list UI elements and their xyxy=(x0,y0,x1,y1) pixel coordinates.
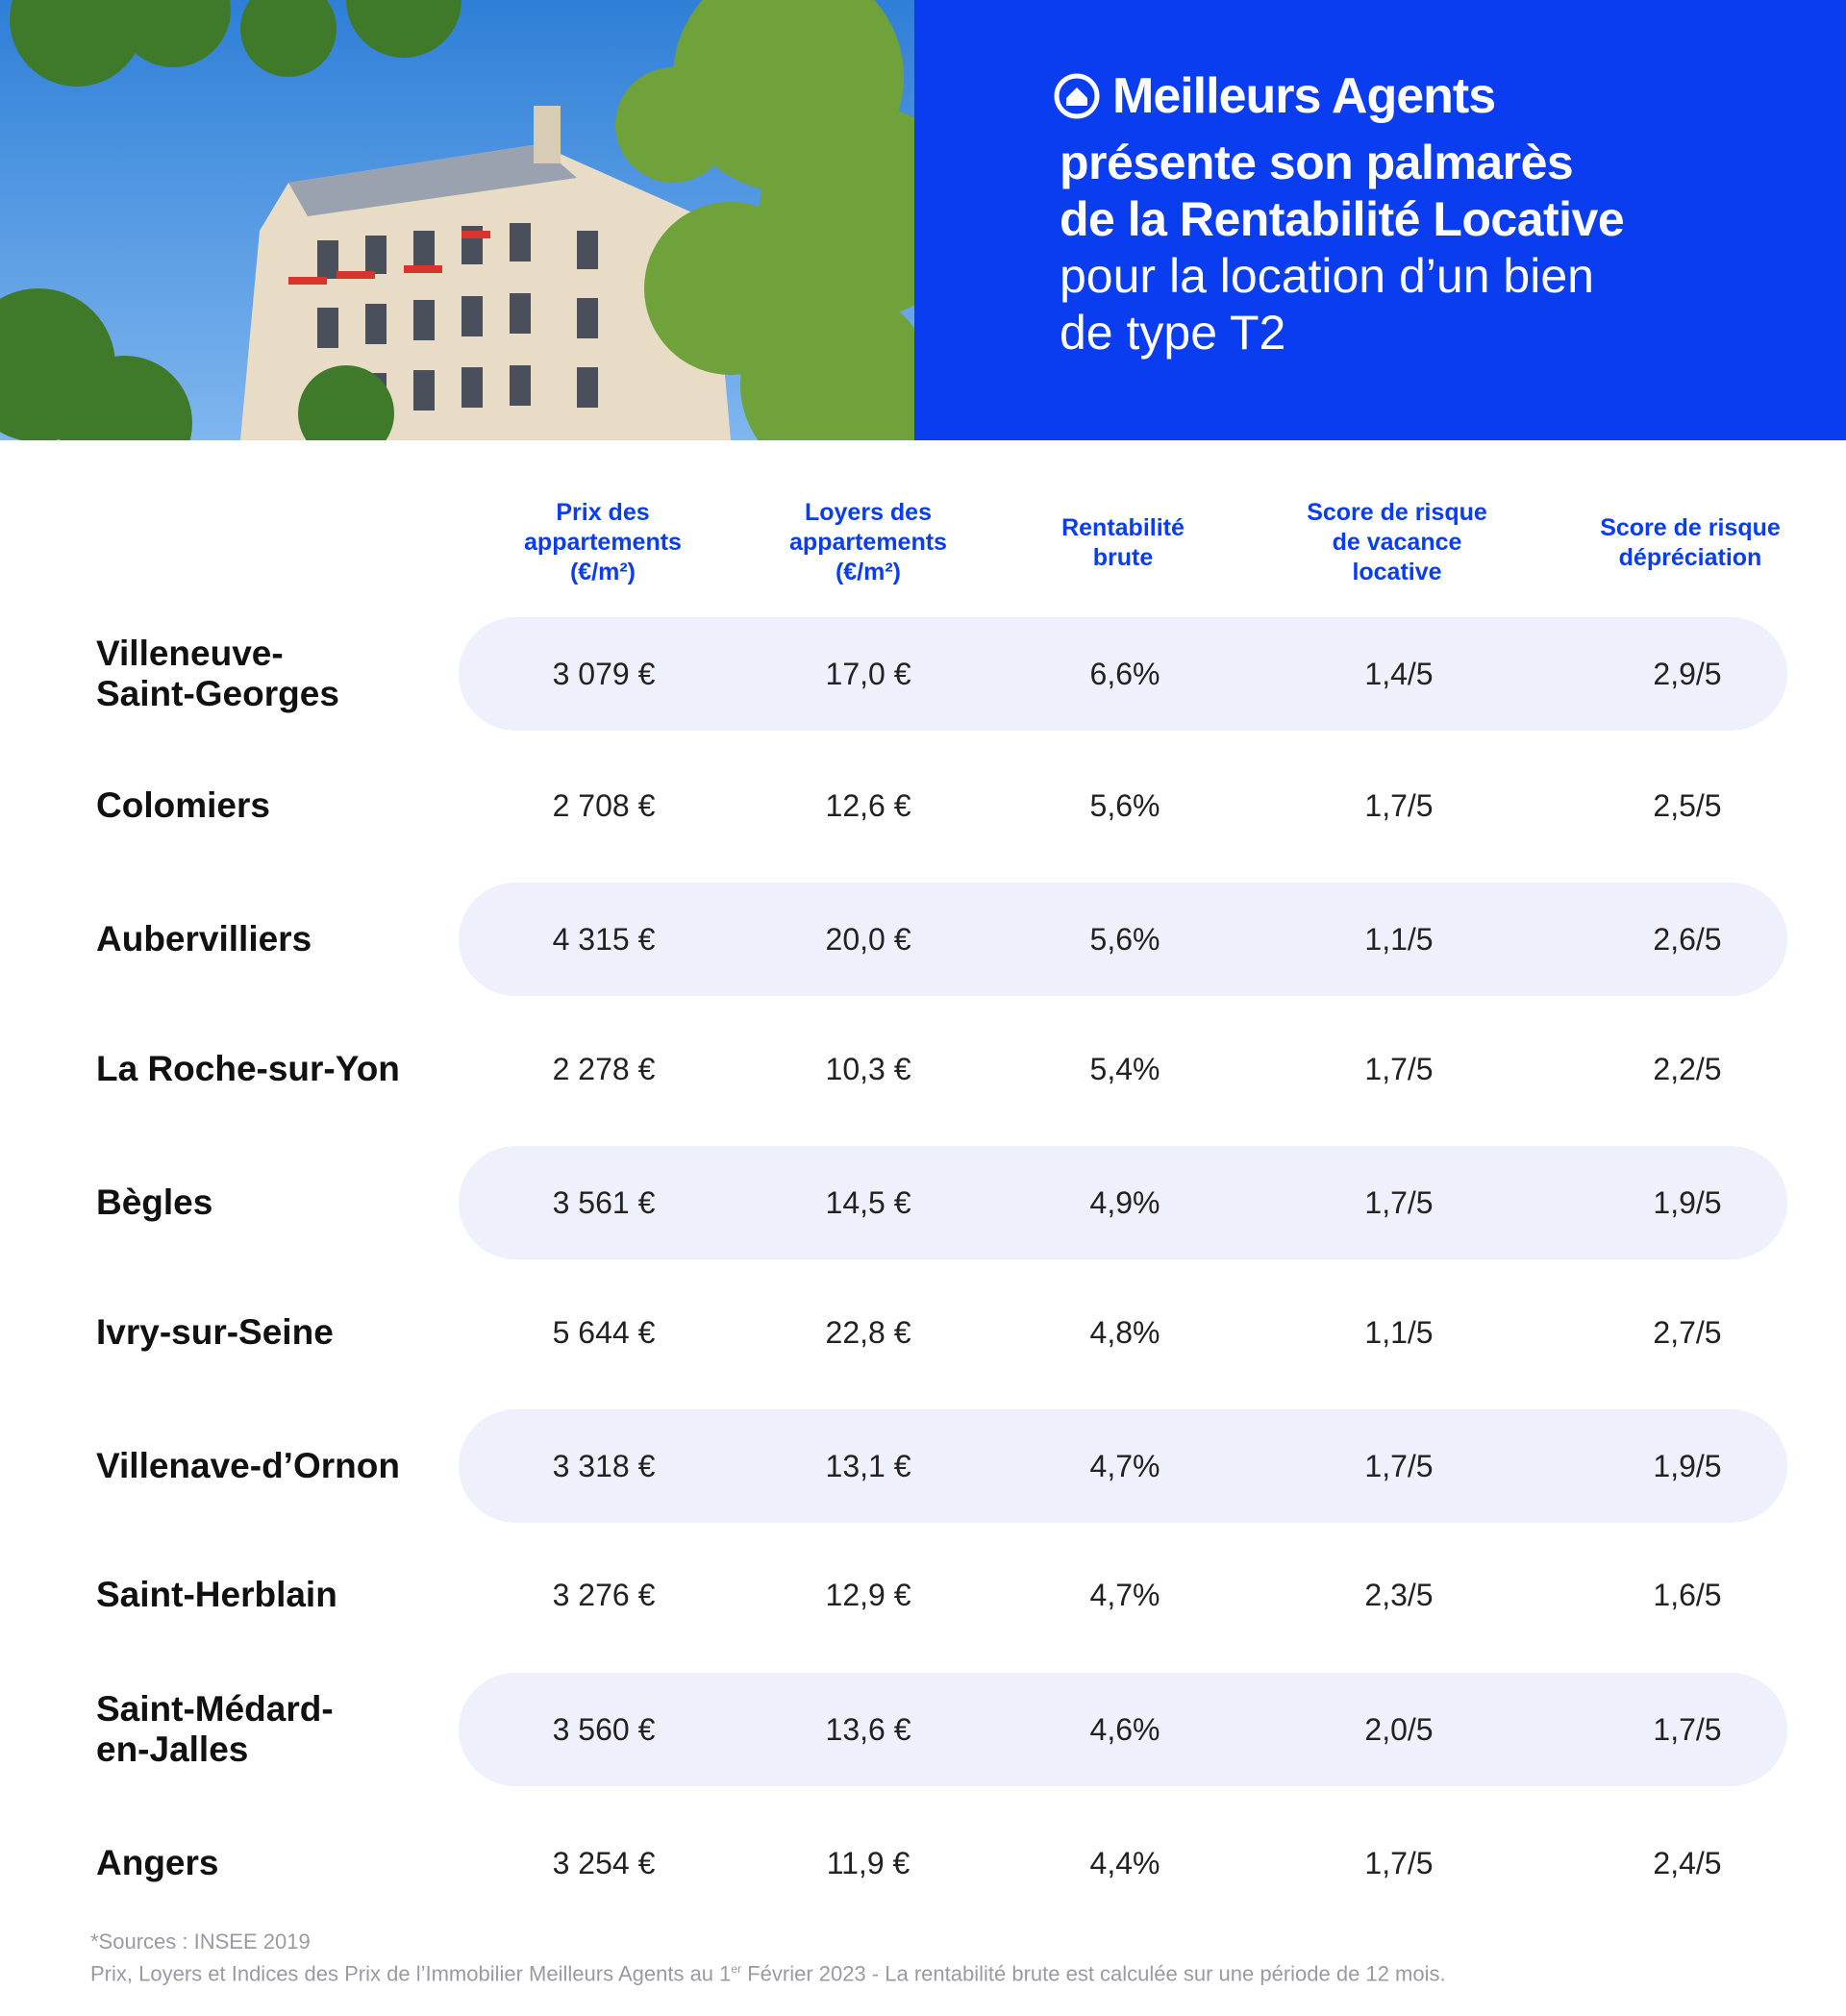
city-name: Aubervilliers xyxy=(96,919,312,958)
column-header-text: de vacance xyxy=(1332,529,1462,556)
cell-rentabilite: 6,6% xyxy=(1089,656,1160,691)
cell-loyer: 20,0 € xyxy=(825,921,911,957)
cell-vacance: 1,7/5 xyxy=(1364,1448,1434,1483)
cell-rentabilite: 5,6% xyxy=(1089,921,1160,957)
headline-line-3: pour la location d’un bien xyxy=(1060,249,1594,303)
cell-rentabilite: 5,6% xyxy=(1089,787,1160,823)
cell-depreciation: 2,5/5 xyxy=(1653,787,1722,823)
table-row xyxy=(0,1806,1846,1920)
headline xyxy=(1060,135,1829,361)
table-row xyxy=(0,1673,1846,1786)
table-row xyxy=(0,617,1846,731)
cell-loyer: 12,9 € xyxy=(825,1577,911,1612)
cell-prix: 5 644 € xyxy=(552,1314,656,1350)
cell-vacance: 1,7/5 xyxy=(1364,1845,1434,1880)
cell-rentabilite: 4,7% xyxy=(1089,1448,1160,1483)
cell-loyer: 11,9 € xyxy=(826,1845,911,1880)
cell-depreciation: 1,9/5 xyxy=(1653,1184,1722,1220)
table-row xyxy=(0,749,1846,862)
cell-vacance: 2,0/5 xyxy=(1364,1711,1434,1747)
column-header-text: Rentabilité xyxy=(1061,513,1185,541)
cell-prix: 2 708 € xyxy=(552,787,656,823)
city-name: Saint-Herblain xyxy=(96,1575,337,1614)
city-name: La Roche-sur-Yon xyxy=(96,1049,400,1088)
city-name: Angers xyxy=(96,1843,219,1882)
cell-rentabilite: 4,8% xyxy=(1089,1314,1160,1350)
cell-prix: 3 254 € xyxy=(552,1845,656,1880)
column-header-text: Prix des xyxy=(556,499,650,526)
column-header-text: Score de risque xyxy=(1600,513,1781,541)
footnote xyxy=(90,1929,1446,1987)
column-header-text: Score de risque xyxy=(1307,499,1487,526)
column-header-depreciation xyxy=(1575,498,1806,587)
headline-line-2: de la Rentabilité Locative xyxy=(1060,192,1625,246)
cell-rentabilite: 4,4% xyxy=(1089,1845,1160,1880)
cell-prix: 3 561 € xyxy=(552,1184,656,1220)
cell-depreciation: 1,6/5 xyxy=(1653,1577,1722,1612)
column-header-text: (€/m²) xyxy=(569,559,636,585)
table-row xyxy=(0,1276,1846,1389)
table-row xyxy=(0,1012,1846,1126)
cell-loyer: 22,8 € xyxy=(825,1314,911,1350)
column-header-text: brute xyxy=(1092,543,1154,571)
city-name: Saint-Médard- en-Jalles xyxy=(96,1689,334,1769)
city-name: Villenave-d’Ornon xyxy=(96,1446,400,1485)
headline-line-4: de type T2 xyxy=(1060,306,1286,360)
cell-loyer: 17,0 € xyxy=(825,656,911,691)
footnote-note: Prix, Loyers et Indices des Prix de l’Immobilier Meilleurs Agents au 1er Février 2023 - La rentabilité brute est calculée sur une période de 12 mois. xyxy=(90,1961,1446,1986)
column-header-text: Loyers des xyxy=(804,499,932,526)
column-header-text: (€/m²) xyxy=(835,559,902,585)
cell-depreciation: 2,9/5 xyxy=(1653,656,1722,691)
building-photo xyxy=(0,0,914,440)
cell-depreciation: 2,6/5 xyxy=(1653,921,1722,957)
cell-rentabilite: 4,9% xyxy=(1089,1184,1160,1220)
house-circle-icon xyxy=(1053,72,1101,120)
cell-prix: 3 560 € xyxy=(552,1711,656,1747)
cell-loyer: 13,1 € xyxy=(825,1448,911,1483)
cell-vacance: 1,1/5 xyxy=(1364,921,1434,957)
cell-prix: 3 079 € xyxy=(552,656,656,691)
cell-vacance: 2,3/5 xyxy=(1364,1577,1434,1612)
table-row xyxy=(0,1146,1846,1259)
cell-loyer: 10,3 € xyxy=(825,1051,911,1086)
column-header-text: appartements xyxy=(789,529,947,556)
city-name: Colomiers xyxy=(96,785,270,825)
cell-depreciation: 1,7/5 xyxy=(1653,1711,1722,1747)
cell-prix: 2 278 € xyxy=(552,1051,656,1086)
cell-rentabilite: 4,6% xyxy=(1089,1711,1160,1747)
table-row xyxy=(0,883,1846,996)
cell-depreciation: 2,2/5 xyxy=(1653,1051,1722,1086)
column-header-text: locative xyxy=(1352,559,1442,585)
column-header-text: appartements xyxy=(524,529,682,556)
column-header-text: dépréciation xyxy=(1618,543,1762,571)
cell-loyer: 13,6 € xyxy=(825,1711,911,1747)
cell-loyer: 12,6 € xyxy=(825,787,911,823)
cell-prix: 3 318 € xyxy=(552,1448,656,1483)
cell-loyer: 14,5 € xyxy=(825,1184,911,1220)
cell-depreciation: 2,4/5 xyxy=(1653,1845,1722,1880)
header xyxy=(0,0,1846,440)
cell-depreciation: 1,9/5 xyxy=(1653,1448,1722,1483)
cell-prix: 4 315 € xyxy=(552,921,656,957)
column-header-prix xyxy=(487,498,718,587)
cell-vacance: 1,7/5 xyxy=(1364,1184,1434,1220)
city-name: Villeneuve- Saint-Georges xyxy=(96,634,339,713)
headline-line-1: présente son palmarès xyxy=(1060,136,1574,189)
column-header-vacance xyxy=(1282,498,1512,587)
footnote-sources: *Sources : INSEE 2019 xyxy=(90,1929,311,1954)
city-name: Ivry-sur-Seine xyxy=(96,1312,334,1352)
cell-depreciation: 2,7/5 xyxy=(1653,1314,1722,1350)
table-row xyxy=(0,1538,1846,1652)
column-header-loyers xyxy=(753,498,984,587)
city-name: Bègles xyxy=(96,1182,213,1222)
brand-logo xyxy=(1053,67,1495,125)
cell-rentabilite: 5,4% xyxy=(1089,1051,1160,1086)
cell-vacance: 1,4/5 xyxy=(1364,656,1434,691)
brand-name: Meilleurs Agents xyxy=(1112,68,1496,124)
table-row xyxy=(0,1409,1846,1523)
column-header-rentabilite xyxy=(1008,498,1238,587)
cell-vacance: 1,7/5 xyxy=(1364,1051,1434,1086)
cell-vacance: 1,7/5 xyxy=(1364,787,1434,823)
cell-prix: 3 276 € xyxy=(552,1577,656,1612)
cell-rentabilite: 4,7% xyxy=(1089,1577,1160,1612)
cell-vacance: 1,1/5 xyxy=(1364,1314,1434,1350)
